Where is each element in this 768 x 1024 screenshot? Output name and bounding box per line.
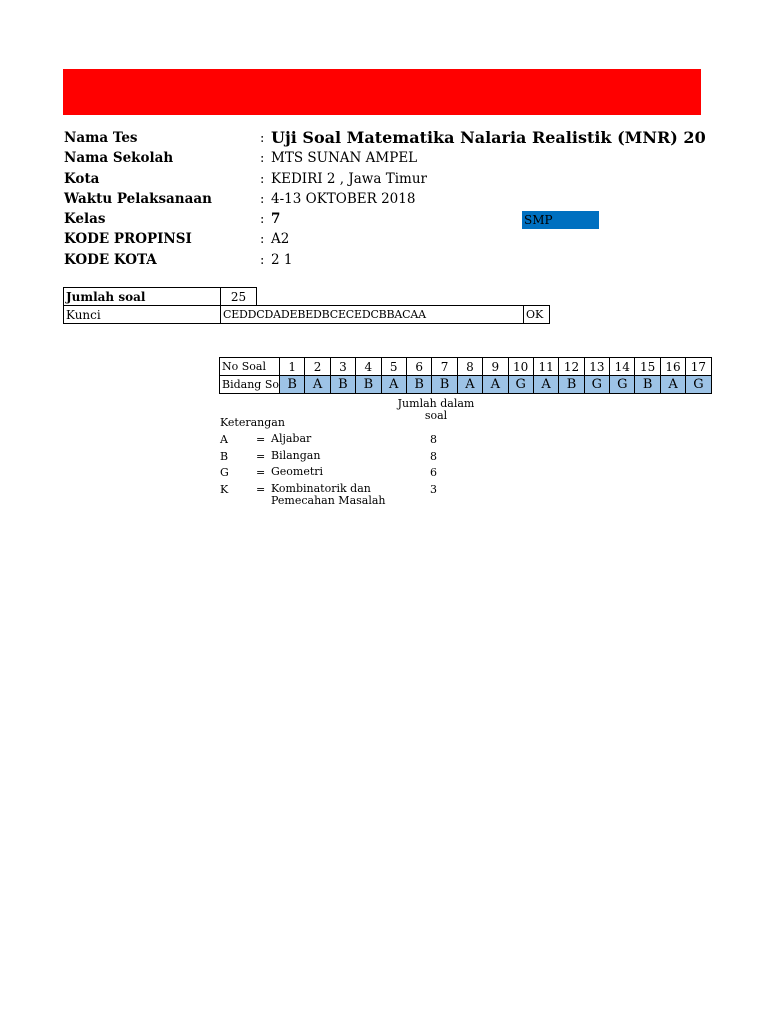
info-row-kode-propinsi [64, 229, 704, 249]
bidang-cell[interactable]: B [406, 376, 431, 394]
soal-number-cell[interactable]: 8 [457, 358, 482, 376]
answer-key-table [63, 287, 550, 324]
info-row-nama-tes [64, 128, 704, 148]
soal-number-cell[interactable]: 9 [483, 358, 508, 376]
info-value: 4-13 OKTOBER 2018 [271, 190, 416, 207]
info-row-kelas [64, 209, 704, 229]
legend-code: B [220, 449, 229, 463]
legend-count: 8 [430, 433, 437, 446]
table-row [64, 306, 550, 324]
legend-equals: = [256, 466, 266, 479]
kunci-value[interactable]: CEDDCDADEBEDBCECEDCBBACAA [221, 306, 524, 324]
soal-number-cell[interactable]: 5 [381, 358, 406, 376]
jumlah-soal-value[interactable]: 25 [221, 288, 257, 306]
test-info-block [64, 128, 704, 270]
legend-code: A [220, 433, 228, 446]
table-row [220, 358, 712, 376]
ok-cell[interactable]: OK [524, 306, 550, 324]
info-colon: : [260, 171, 265, 187]
legend-name: Aljabar [271, 432, 312, 445]
info-value: MTS SUNAN AMPEL [271, 150, 418, 167]
info-value: 7 [271, 211, 281, 228]
legend-count: 8 [430, 449, 437, 463]
soal-number-cell[interactable]: 1 [279, 358, 304, 376]
bidang-cell[interactable]: G [610, 376, 635, 394]
soal-number-cell[interactable]: 16 [660, 358, 685, 376]
soal-grid [219, 357, 712, 394]
legend-row [220, 433, 520, 449]
table-row [220, 376, 712, 394]
soal-number-cell[interactable]: 7 [432, 358, 457, 376]
info-label: Waktu Pelaksanaan [64, 190, 212, 207]
info-value: A2 [271, 231, 290, 248]
legend-name: Bilangan [271, 448, 321, 462]
info-colon: : [260, 191, 265, 207]
jumlah-soal-label: Jumlah soal [64, 288, 221, 306]
legend-equals: = [256, 449, 266, 463]
info-label: KODE PROPINSI [64, 231, 192, 248]
info-row-waktu [64, 189, 704, 209]
jenjang-cell[interactable]: SMP [522, 211, 599, 229]
bidang-cell[interactable]: B [279, 376, 304, 394]
red-header-banner [63, 69, 701, 115]
info-value: Uji Soal Matematika Nalaria Realistik (MNR) 20 [271, 128, 706, 147]
info-colon: : [260, 232, 265, 248]
bidang-cell[interactable]: B [635, 376, 660, 394]
info-label: Nama Sekolah [64, 150, 174, 167]
soal-number-cell[interactable]: 11 [533, 358, 558, 376]
soal-number-cell[interactable]: 10 [508, 358, 533, 376]
info-row-kode-kota [64, 250, 704, 270]
bidang-cell[interactable]: G [584, 376, 609, 394]
no-soal-label: No Soal [220, 358, 280, 376]
bidang-cell[interactable]: B [432, 376, 457, 394]
soal-number-cell[interactable]: 3 [330, 358, 355, 376]
soal-number-cell[interactable]: 15 [635, 358, 660, 376]
legend-count-header: Jumlah dalam soal [397, 397, 475, 422]
legend-equals: = [256, 482, 266, 496]
info-colon: : [260, 151, 265, 167]
bidang-cell[interactable]: A [533, 376, 558, 394]
soal-number-cell[interactable]: 14 [610, 358, 635, 376]
bidang-cell[interactable]: B [559, 376, 584, 394]
info-colon: : [260, 131, 265, 146]
info-label: Kota [64, 170, 100, 187]
info-label: Nama Tes [64, 130, 138, 146]
soal-number-cell[interactable]: 6 [406, 358, 431, 376]
bidang-cell[interactable]: B [356, 376, 381, 394]
bidang-cell[interactable]: G [508, 376, 533, 394]
bidang-cell[interactable]: A [660, 376, 685, 394]
soal-number-cell[interactable]: 4 [356, 358, 381, 376]
legend-row [220, 481, 520, 507]
legend-code: G [220, 466, 229, 479]
info-colon: : [260, 252, 265, 268]
bidang-cell[interactable]: A [381, 376, 406, 394]
bidang-cell[interactable]: G [686, 376, 711, 394]
soal-number-cell[interactable]: 12 [559, 358, 584, 376]
legend-name: Geometri [271, 465, 324, 478]
bidang-cell[interactable]: A [483, 376, 508, 394]
soal-number-cell[interactable]: 17 [686, 358, 711, 376]
info-label: KODE KOTA [64, 251, 157, 268]
legend-row [220, 450, 520, 466]
info-value: 2 1 [271, 251, 293, 268]
soal-number-cell[interactable]: 13 [584, 358, 609, 376]
info-value: KEDIRI 2 , Jawa Timur [271, 170, 427, 187]
info-row-kota [64, 169, 704, 189]
legend-count: 6 [430, 466, 437, 479]
kunci-label: Kunci [64, 306, 221, 324]
legend-code: K [220, 482, 229, 496]
legend-row [220, 466, 520, 482]
info-row-nama-sekolah [64, 148, 704, 168]
bidang-cell[interactable]: A [305, 376, 330, 394]
bidang-cell[interactable]: B [330, 376, 355, 394]
table-row [64, 288, 550, 306]
info-colon: : [260, 212, 265, 228]
legend-equals: = [256, 433, 266, 446]
legend-name: Kombinatorik dan Pemecahan Masalah [271, 481, 386, 507]
soal-number-cell[interactable]: 2 [305, 358, 330, 376]
legend-count: 3 [430, 482, 437, 496]
bidang-cell[interactable]: A [457, 376, 482, 394]
bidang-soal-label: Bidang So [220, 376, 280, 394]
legend-title: Keterangan [220, 416, 285, 429]
info-label: Kelas [64, 211, 106, 228]
blank-cell [257, 288, 550, 306]
